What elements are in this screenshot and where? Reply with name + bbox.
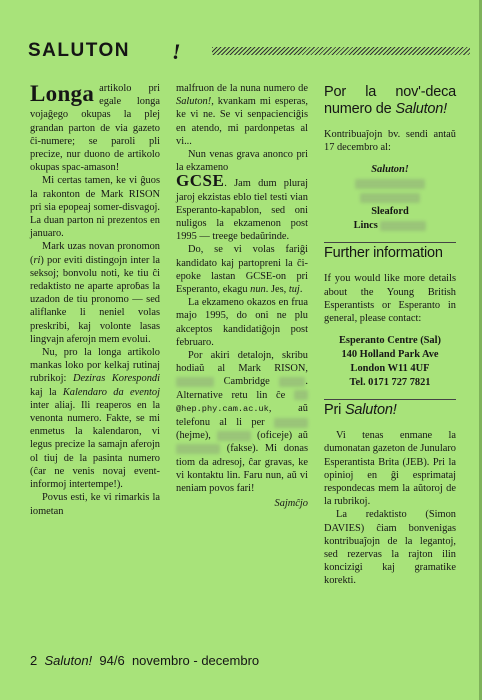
editorial-paragraph xyxy=(176,349,308,495)
page-footer xyxy=(30,653,259,668)
redacted-text xyxy=(380,221,426,231)
paragraph-text: Nu, pro la longa artikolo mankas loko por kelkaj rutinaj rubrikoj: xyxy=(30,347,160,385)
about-text: Vi tenas enmane la dumonatan gazeton de Junularo Esperantista Brita (JEB). Pri la opinioj en ĝi esprimataj respondecas mem la aŭtoroj de la rubrikoj. xyxy=(324,430,456,508)
paragraph-text: malfruon de la nuna numero de xyxy=(176,83,308,94)
editorial-paragraph: Nun venas grava anonco pri la ekzameno xyxy=(176,149,308,174)
paragraph-text: ) por eviti distingojn inter la seksoj; bonvolu noti, ke tiu ĉi redaktisto ne aparte aproḃas la uzadon de tiu pronomo — sed aliflanke li neniel volas preskribi, kaj volonte lasas lingvajn aferojn mem evolui. xyxy=(30,254,160,345)
paragraph-text: , aŭ telefonu al li per xyxy=(176,402,308,429)
masthead-hatched-rule xyxy=(212,47,470,55)
redacted-text xyxy=(217,431,251,441)
address-county: Lincs xyxy=(353,220,378,232)
editorial-column-1 xyxy=(30,82,160,518)
editorial-column-2 xyxy=(176,82,308,511)
paragraph-text: (oficeje) aŭ xyxy=(250,430,308,442)
heading-text: Por la nov'-deca numero de xyxy=(324,84,456,117)
editorial-paragraph xyxy=(30,82,160,174)
centre-city: London W11 4UF xyxy=(350,363,430,375)
editor-signature: Sajmĉjo xyxy=(274,498,308,510)
centre-name: Esperanto Centre (Sal) xyxy=(339,335,441,347)
emphasis: tuj xyxy=(288,284,300,296)
redacted-text xyxy=(176,444,220,454)
paragraph-text: . Alternative retu lin ĉe xyxy=(176,376,308,401)
masthead-title: SALUTON xyxy=(28,40,130,61)
paragraph-text: . Jes, xyxy=(265,284,289,296)
email-address: @hep.phy.cam.ac.uk xyxy=(176,403,269,414)
gcse-heading: GCSE xyxy=(176,171,225,191)
editorial-paragraph: Povus esti, ke vi rimarkis la iometan xyxy=(30,492,160,517)
editorial-paragraph xyxy=(30,346,160,491)
address-city: Sleaford xyxy=(371,206,409,218)
paragraph-text: , kvankam mi esperas, ke vi ne. Se vi senpacienciĝis en atendo, mi pardonpetas al vi... xyxy=(176,96,308,147)
paragraph-text: Mark uzas novan pronomon ( xyxy=(30,241,160,266)
footer-magazine-name: Saluton! xyxy=(44,653,93,668)
redacted-text xyxy=(279,377,305,387)
masthead-exclamation: ! xyxy=(172,39,181,64)
issue-months: novembro - decembro xyxy=(131,653,260,668)
paragraph-text: artikolo pri egale longa vojaĝego okupas la plej grandan parton de via gazeto ĉi-numere; se paroli pli precize, nur duono de artikolo okupas spac-amason! xyxy=(30,83,160,174)
info-column xyxy=(324,82,456,588)
paragraph-text: Do, se vi volas fariĝi kandidato kaj partopreni la ĉi-epoke lastan GCSE-on pri Esperanto, ekagu xyxy=(176,244,308,296)
further-info-text: If you would like more details about the Young British Esperantists or Esperanto in general, please contact: xyxy=(324,273,456,325)
editorial-paragraph: La ekzameno okazos en frua majo 1995, do oni ne plu akceptos kandidatiĝojn post februaro. xyxy=(176,297,308,348)
editorial-paragraph xyxy=(176,171,308,243)
address-name: Saluton! xyxy=(371,164,409,176)
editorial-paragraph xyxy=(176,243,308,296)
editor-address xyxy=(324,163,456,233)
paragraph-text: (fakse). Mi donas tiom da adresoj, ĉar gravas, ke vi kontaktu lin. Faru nun, aŭ vi neniam povos fari! xyxy=(176,443,308,495)
about-heading xyxy=(324,399,456,422)
redacted-text xyxy=(360,193,420,203)
emphasis: nun xyxy=(250,284,266,296)
paragraph-text: . Jam dum pluraj jaroj ekzistas eblo tiel testi vian Esperanto-kapablon, sed oni nuligos la ekzamenon post 1995 — treege bedaŭrinde. xyxy=(176,178,308,243)
centre-phone: Tel. 0171 727 7821 xyxy=(349,377,431,389)
deadline-text: Kontribuaĵojn bv. sendi antaŭ 17 decembro al: xyxy=(324,129,456,154)
issue-number: 94/6 xyxy=(99,653,125,668)
redacted-text xyxy=(274,418,308,428)
deadline-heading xyxy=(324,82,456,121)
magazine-name: Saluton! xyxy=(395,101,447,117)
centre-street: 140 Holland Park Ave xyxy=(341,349,439,361)
redacted-text xyxy=(294,390,308,400)
paragraph-text: (hejme), xyxy=(176,430,217,442)
redacted-text xyxy=(355,179,425,189)
paragraph-text: inter aliaj. Ili reaperos en la venonta numero. Fakte, se mi enmetus la kalendaron, vi legus precize la samajn aferojn ol tiuj de la pasinta numero (ĉar ne venis novaj event-informoj intertempe!). xyxy=(30,399,160,491)
magazine-name: Saluton! xyxy=(344,402,397,419)
rubric-name: Kalendaro da eventoj xyxy=(62,386,161,398)
paragraph-text: Por akiri detalojn, skribu hodiaŭ al Mark RISON, xyxy=(176,350,308,375)
redacted-text xyxy=(176,377,214,387)
page-number: 2 xyxy=(30,653,38,668)
editorial-paragraph xyxy=(176,82,308,148)
magazine-name: Saluton! xyxy=(176,96,212,108)
further-info-heading: Further information xyxy=(324,242,456,265)
drop-cap-word: Longa xyxy=(30,81,95,106)
paragraph-text: kaj la xyxy=(30,386,63,398)
heading-text: Pri xyxy=(324,402,345,419)
rubric-name: Deziras Korespondi xyxy=(72,373,160,385)
pronoun-ri: ri xyxy=(33,254,41,266)
masthead xyxy=(22,40,468,64)
editorial-paragraph xyxy=(30,240,160,346)
paragraph-text: Cambridge xyxy=(223,376,270,388)
editorial-paragraph: Mi certas tamen, ke vi ĝuos la rakonton de Mark RISON pri sia epopeaj somer-disvagoj. La duan parton ni prezentos en januaro. xyxy=(30,175,160,240)
paragraph-text: . xyxy=(299,284,303,296)
about-text: La redaktisto (Simon DAVIES) ĉiam bonvenigas kontribuaĵojn de la legantoj, sed rezervas la rajton ilin koncizigi kaj gramatike korekti. xyxy=(324,509,456,587)
esperanto-centre-address xyxy=(324,334,456,390)
